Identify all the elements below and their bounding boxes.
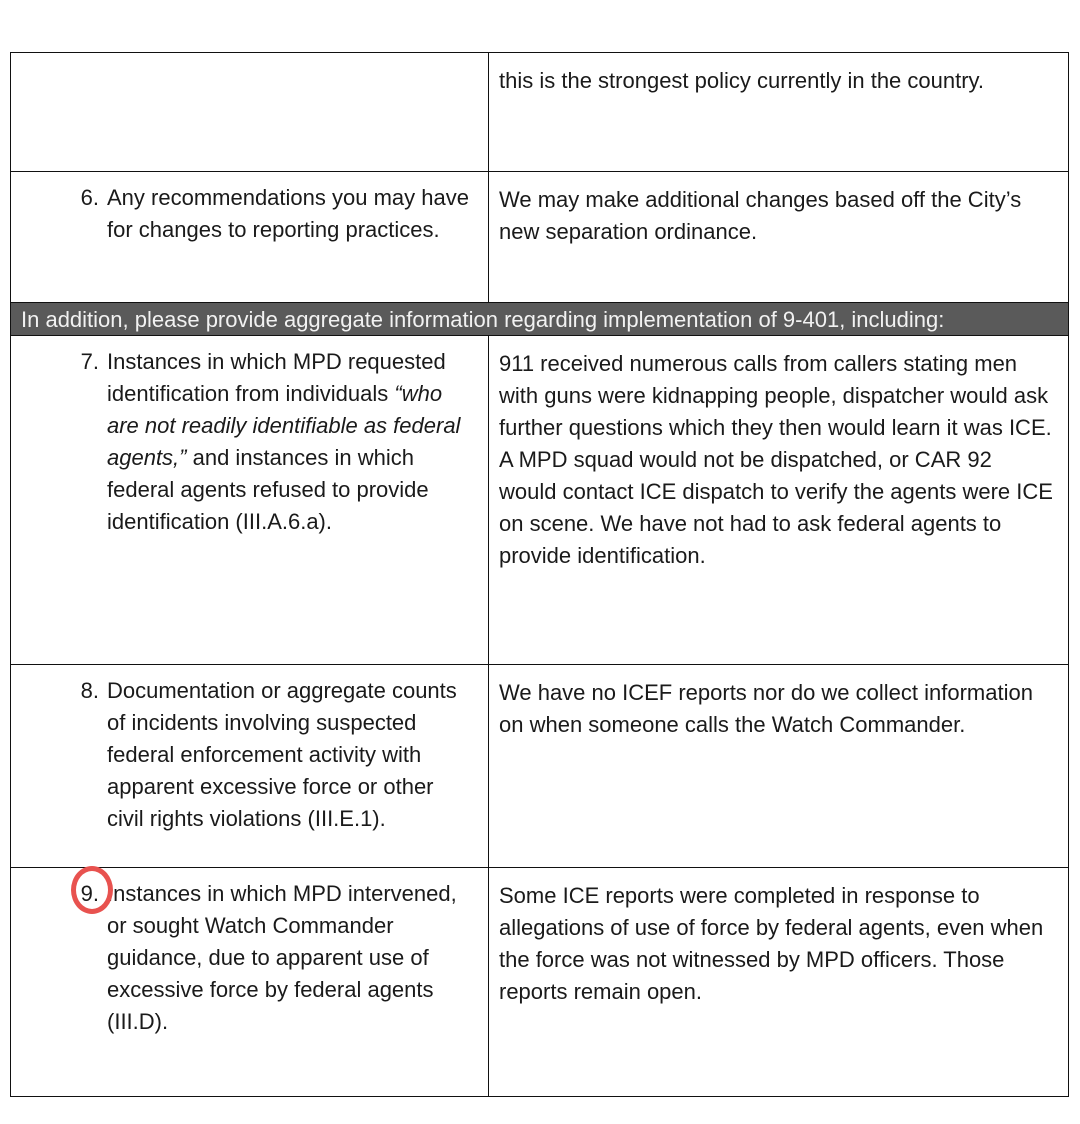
question-cell (11, 336, 489, 665)
question-number: 8. (80, 678, 99, 703)
question-cell (11, 53, 489, 172)
answer-text: We may make additional changes based off the City’s new separation ordinance. (499, 187, 1022, 244)
question-text: Any recommendations you may have for changes to reporting practices. (107, 185, 469, 242)
answer-text: 911 received numerous calls from callers stating men with guns were kidnapping people, dispatcher would ask further questions which they then would learn it was ICE. A MPD squad would not be dispatched, or CAR 92 would contact ICE dispatch to verify the agents were ICE on scene. We have not had to ask federal agents to provide identification. (499, 351, 1053, 568)
annotated-number (81, 878, 99, 910)
answer-cell (489, 665, 1069, 868)
table-row (11, 868, 1069, 1097)
table-row (11, 336, 1069, 665)
question-text-part: and instances in which federal agents refused to provide identification (III.A.6.a). (107, 445, 429, 534)
section-header-row (11, 303, 1069, 336)
answer-cell (489, 53, 1069, 172)
question-number-wrap (21, 878, 107, 1038)
table-row (11, 665, 1069, 868)
question-text: Documentation or aggregate counts of incidents involving suspected federal enforcement activity with apparent excessive force or other civil rights violations (III.E.1). (107, 678, 457, 831)
answer-text: We have no ICEF reports nor do we collect information on when someone calls the Watch Commander. (499, 680, 1033, 737)
question-text-part: Instances in which MPD requested identification from individuals (107, 349, 446, 406)
answer-cell (489, 336, 1069, 665)
question-number: 9. (80, 881, 99, 906)
table-row (11, 53, 1069, 172)
section-header: In addition, please provide aggregate information regarding implementation of 9-401, including: (11, 303, 1069, 336)
question-cell (11, 868, 489, 1097)
questionnaire-table (10, 52, 1069, 1097)
answer-text: Some ICE reports were completed in response to allegations of use of force by federal agents, even when the force was not witnessed by MPD officers. Those reports remain open. (499, 883, 1044, 1004)
question-cell (11, 172, 489, 303)
question-cell (11, 665, 489, 868)
answer-cell (489, 868, 1069, 1097)
question-text: Instances in which MPD intervened, or sought Watch Commander guidance, due to apparent use of excessive force by federal agents (III.D). (107, 881, 457, 1034)
table-row (11, 172, 1069, 303)
question-quote: “who are not readily identifiable as federal agents,” (107, 381, 461, 470)
question-number: 7. (80, 349, 99, 374)
question-number: 6. (80, 185, 99, 210)
answer-text: this is the strongest policy currently in the country. (499, 68, 985, 93)
question-text (107, 346, 474, 538)
answer-cell (489, 172, 1069, 303)
